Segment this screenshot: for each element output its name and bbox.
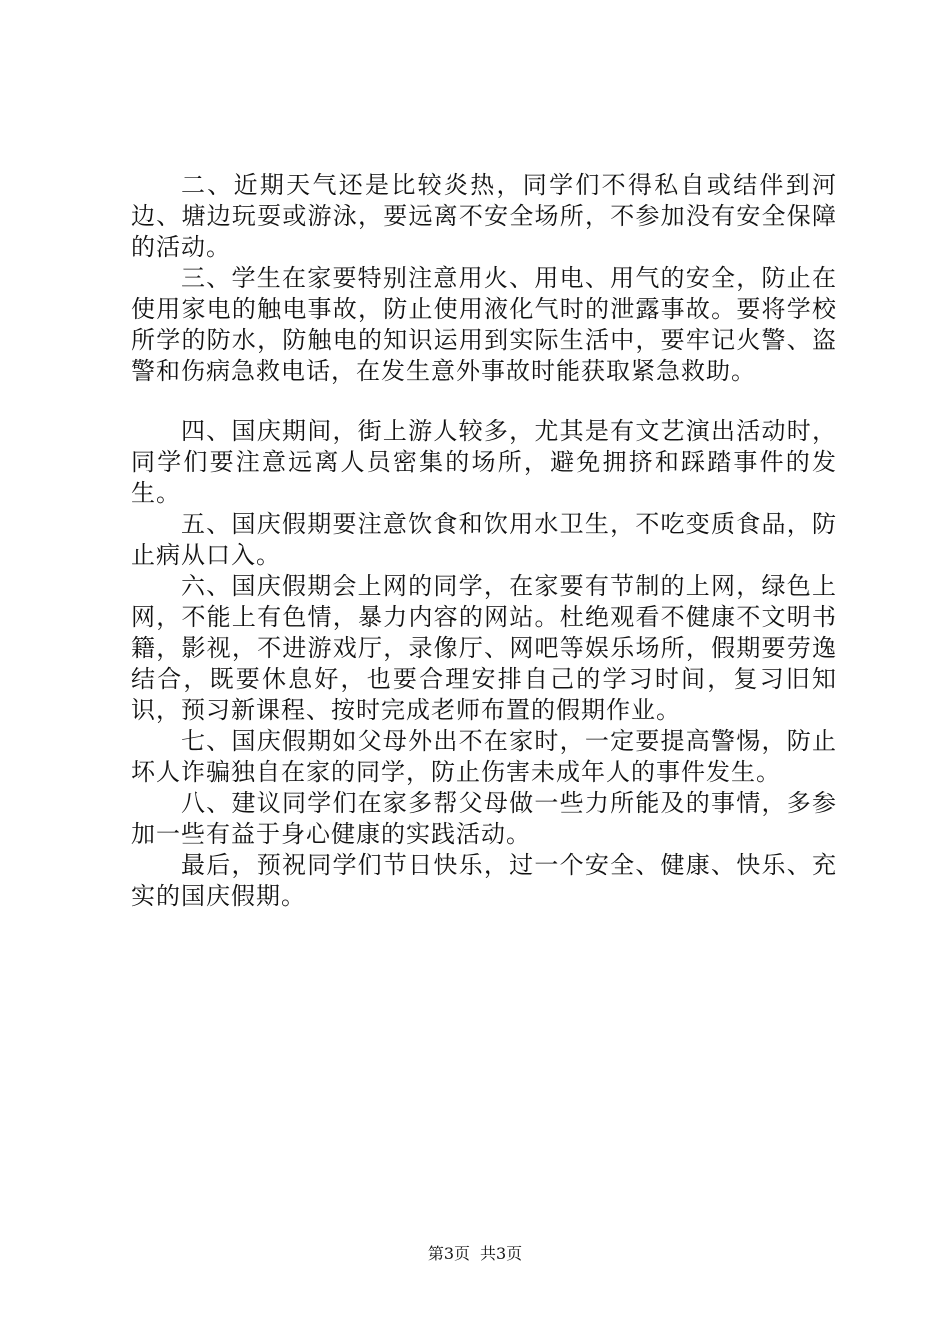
paragraph-6-internet-use: 六、国庆假期会上网的同学，在家要有节制的上网，绿色上网，不能上有色情，暴力内容的网站。杜绝观看不健康不文明书籍，影视，不进游戏厅，录像厅、网吧等娱乐场所，假期要劳逸结合，既要休息好，也要合理安排自己的学习时间，复习旧知识，预习新课程、按时完成老师布置的假期作业。: [131, 572, 837, 724]
paragraph-5-food-hygiene: 五、国庆假期要注意饮食和饮用水卫生，不吃变质食品，防止病从口入。: [131, 510, 837, 569]
document-body: [131, 170, 837, 912]
paragraph-2-outdoor-safety: 二、近期天气还是比较炎热，同学们不得私自或结伴到河边、塘边玩耍或游泳，要远离不安全场所，不参加没有安全保障的活动。: [131, 171, 837, 261]
page-number-current: 第3页: [427, 1244, 470, 1263]
page-number-total: 共3页: [480, 1244, 523, 1263]
paragraph-3-home-safety: 三、学生在家要特别注意用火、用电、用气的安全，防止在使用家电的触电事故，防止使用液化气时的泄露事故。要将学校所学的防水，防触电的知识运用到实际生活中，要牢记火警、盗警和伤病急救电话，在发生意外事故时能获取紧急救助。: [131, 264, 837, 385]
paragraph-4-crowd-safety: 四、国庆期间，街上游人较多，尤其是有文艺演出活动时，同学们要注意远离人员密集的场所，避免拥挤和踩踏事件的发生。: [131, 417, 837, 507]
paragraph-closing-wishes: 最后，预祝同学们节日快乐，过一个安全、健康、快乐、充实的国庆假期。: [131, 851, 837, 910]
paragraph-7-stranger-safety: 七、国庆假期如父母外出不在家时，一定要提高警惕，防止坏人诈骗独自在家的同学，防止伤害未成年人的事件发生。: [131, 727, 837, 786]
page-footer: [0, 1242, 950, 1266]
paragraph-8-help-parents: 八、建议同学们在家多帮父母做一些力所能及的事情，多参加一些有益于身心健康的实践活动。: [131, 789, 837, 848]
